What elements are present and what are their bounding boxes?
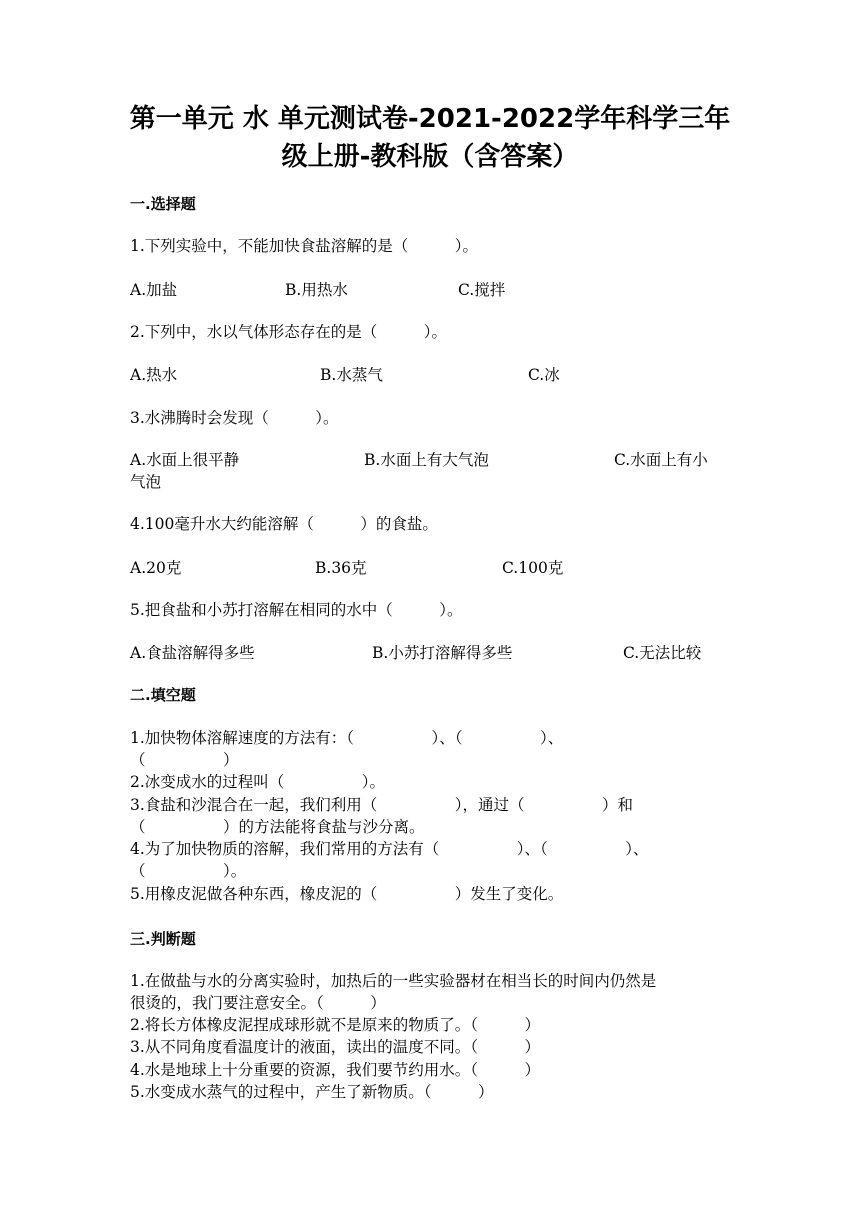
question-1-option-c: C.搅拌 (458, 281, 506, 299)
title-line-1: 第一单元 水 单元测试卷-2021-2022学年科学三年 (129, 104, 731, 134)
question-3-option-c-wrap: 气泡 (130, 473, 162, 491)
title-line-2: 级上册-教科版（含答案） (281, 142, 579, 172)
judge-line-6: 5.水变成水蒸气的过程中，产生了新物质。（ ） (130, 1083, 494, 1101)
question-1-option-b: B.用热水 (285, 281, 348, 299)
question-4-option-b: B.36克 (315, 559, 367, 577)
judge-line-5: 4.水是地球上十分重要的资源，我们要节约用水。（ ） (130, 1061, 541, 1079)
question-2-stem: 2.下列中，水以气体形态存在的是（ ）。 (130, 323, 448, 341)
section-heading-fill: 二.填空题 (130, 686, 196, 704)
question-5-option-a: A.食盐溶解得多些 (130, 644, 255, 662)
question-5-option-b: B.小苏打溶解得多些 (372, 644, 513, 662)
fill-line-4: 3.食盐和沙混合在一起，我们利用（ ），通过（ ）和 (130, 796, 634, 814)
question-2-option-a: A.热水 (130, 366, 178, 384)
judge-line-1: 1.在做盐与水的分离实验时，加热后的一些实验器材在相当长的时间内仍然是 (130, 972, 657, 990)
question-3-stem: 3.水沸腾时会发现（ ）。 (130, 409, 339, 427)
question-2-option-c: C.冰 (528, 366, 560, 384)
document-title (60, 100, 800, 176)
fill-line-5: （ ）的方法能将食盐与沙分离。 (130, 818, 425, 836)
question-2-option-b: B.水蒸气 (320, 366, 383, 384)
question-1-option-a: A.加盐 (130, 281, 178, 299)
question-5-stem: 5.把食盐和小苏打溶解在相同的水中（ ）。 (130, 601, 463, 619)
section-heading-judge: 三.判断题 (130, 930, 196, 948)
question-3-option-b: B.水面上有大气泡 (364, 451, 489, 469)
judge-line-4: 3.从不同角度看温度计的液面，读出的温度不同。（ ） (130, 1038, 541, 1056)
fill-line-1: 1.加快物体溶解速度的方法有：（ ）、（ ）、 (130, 729, 564, 747)
question-3-option-c: C.水面上有小 (614, 451, 708, 469)
question-4-option-a: A.20克 (130, 559, 182, 577)
question-5-option-c: C.无法比较 (623, 644, 702, 662)
question-4-stem: 4.100毫升水大约能溶解（ ）的食盐。 (130, 515, 438, 533)
fill-line-3: 2.冰变成水的过程叫（ ）。 (130, 773, 386, 791)
fill-line-2: （ ） (130, 751, 239, 769)
section-heading-choice: 一.选择题 (130, 195, 196, 213)
fill-line-7: （ ）。 (130, 862, 247, 880)
fill-line-6: 4.为了加快物质的溶解，我们常用的方法有（ ）、（ ）、 (130, 840, 649, 858)
question-3-option-a: A.水面上很平静 (130, 451, 240, 469)
question-4-option-c: C.100克 (502, 559, 564, 577)
judge-line-2: 很烫的，我门要注意安全。（ ） (130, 994, 386, 1012)
question-1-stem: 1.下列实验中，不能加快食盐溶解的是（ ）。 (130, 237, 479, 255)
judge-line-3: 2.将长方体橡皮泥捏成球形就不是原来的物质了。（ ） (130, 1016, 541, 1034)
fill-line-8: 5.用橡皮泥做各种东西，橡皮泥的（ ）发生了变化。 (130, 885, 564, 903)
